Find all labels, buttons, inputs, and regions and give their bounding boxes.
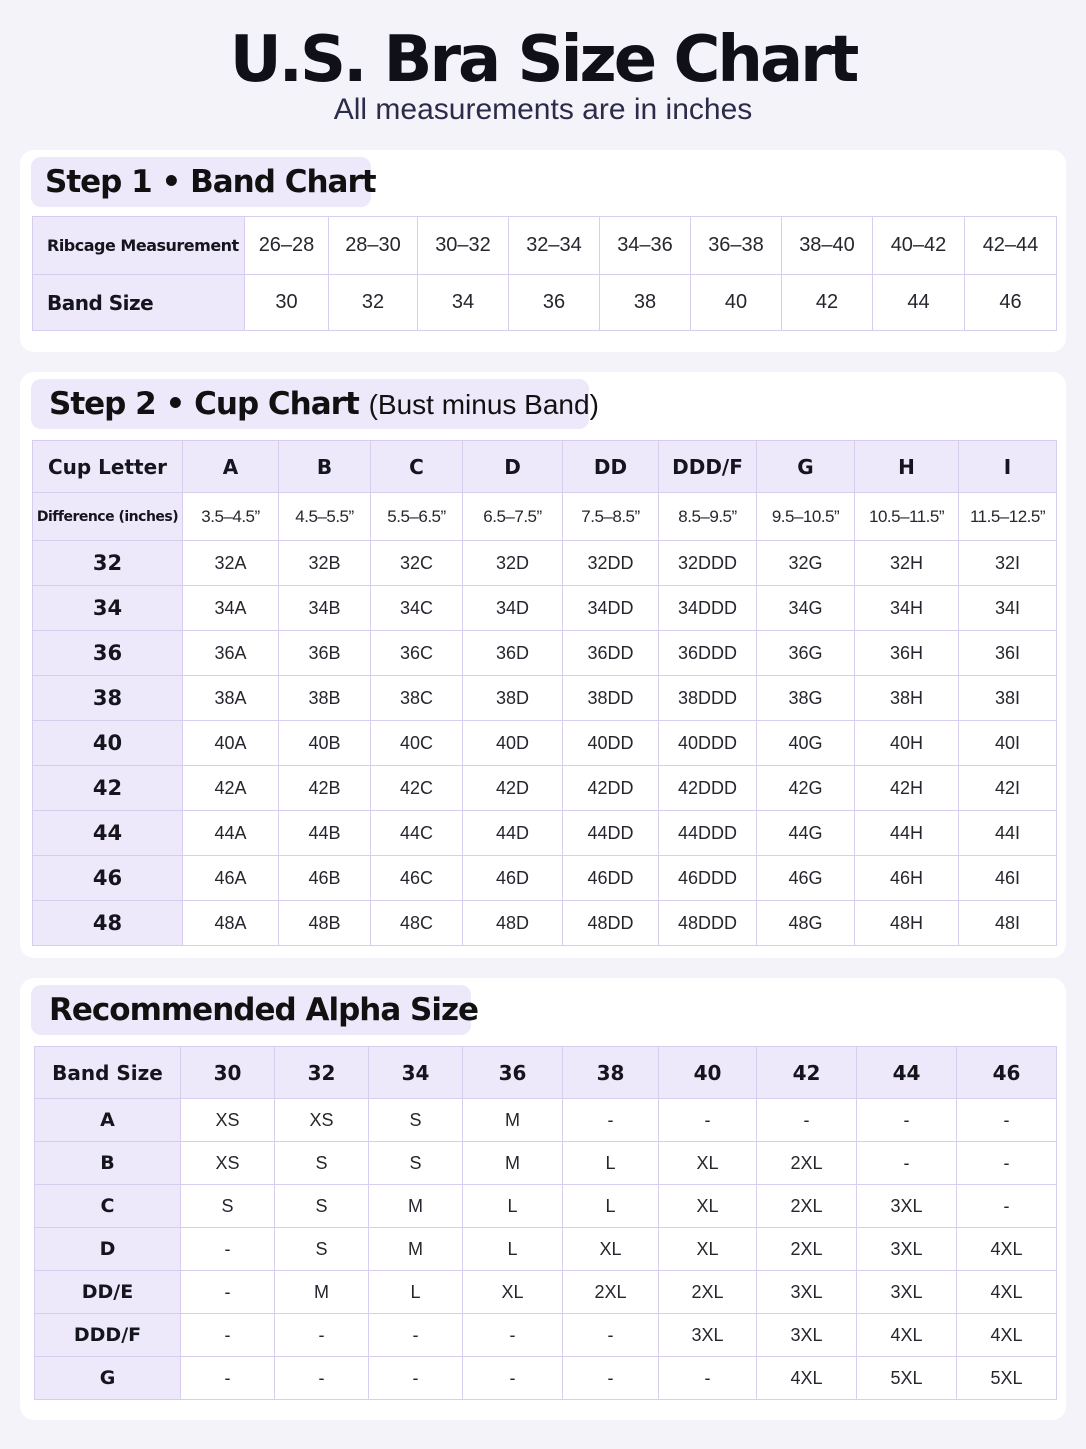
cup-size-cell: 34DDD — [659, 586, 757, 631]
alpha-size-cell: L — [369, 1271, 463, 1314]
cup-size-cell: 46I — [959, 856, 1057, 901]
cup-size-cell: 32I — [959, 541, 1057, 586]
alpha-size-cell: M — [463, 1142, 563, 1185]
alpha-size-cell: - — [563, 1314, 659, 1357]
cup-row-band-label: 40 — [33, 721, 183, 766]
alpha-size-cell: - — [563, 1357, 659, 1400]
cup-row-band-label: 42 — [33, 766, 183, 811]
cup-size-cell: 40G — [757, 721, 855, 766]
alpha-size-cell: XL — [659, 1142, 757, 1185]
alpha-size-cell: - — [369, 1314, 463, 1357]
alpha-size-cell: 3XL — [757, 1271, 857, 1314]
cup-size-cell: 42I — [959, 766, 1057, 811]
cup-size-cell: 38DD — [563, 676, 659, 721]
alpha-size-cell: M — [369, 1228, 463, 1271]
ribcage-cell: 30–32 — [418, 217, 509, 275]
cup-letter-header: D — [463, 441, 563, 493]
alpha-size-cell: - — [957, 1099, 1057, 1142]
cup-size-cell: 44DD — [563, 811, 659, 856]
alpha-row-cup-label: C — [35, 1185, 181, 1228]
alpha-size-cell: - — [181, 1314, 275, 1357]
alpha-size-cell: L — [463, 1185, 563, 1228]
cup-size-cell: 42A — [183, 766, 279, 811]
cup-chart-heading — [31, 379, 599, 429]
cup-size-cell: 44D — [463, 811, 563, 856]
alpha-size-cell: 2XL — [757, 1228, 857, 1271]
cup-size-cell: 48DDD — [659, 901, 757, 946]
cup-row-band-label: 38 — [33, 676, 183, 721]
alpha-chart-heading-text: Recommended Alpha Size — [49, 992, 479, 1028]
ribcage-cell: 42–44 — [965, 217, 1057, 275]
alpha-table-row — [35, 1271, 1057, 1314]
cup-letter-row — [33, 441, 1057, 493]
band-size-cell: 32 — [329, 275, 418, 331]
cup-row-band-label: 48 — [33, 901, 183, 946]
difference-row — [33, 493, 1057, 541]
band-size-row — [33, 275, 1057, 331]
cup-size-cell: 34G — [757, 586, 855, 631]
cup-size-cell: 32H — [855, 541, 959, 586]
alpha-size-cell: 3XL — [659, 1314, 757, 1357]
cup-size-cell: 48A — [183, 901, 279, 946]
difference-cell: 4.5–5.5” — [279, 493, 371, 541]
cup-size-cell: 38I — [959, 676, 1057, 721]
cup-row-band-label: 44 — [33, 811, 183, 856]
band-chart-heading — [31, 157, 376, 207]
cup-letter-header: C — [371, 441, 463, 493]
alpha-size-cell: - — [369, 1357, 463, 1400]
difference-cell: 7.5–8.5” — [563, 493, 659, 541]
cup-size-cell: 34B — [279, 586, 371, 631]
cup-size-cell: 44A — [183, 811, 279, 856]
cup-size-cell: 36C — [371, 631, 463, 676]
alpha-size-cell: L — [463, 1228, 563, 1271]
cup-size-cell: 36DDD — [659, 631, 757, 676]
cup-size-cell: 48D — [463, 901, 563, 946]
ribcage-label: Ribcage Measurement — [33, 217, 245, 275]
alpha-size-cell: L — [563, 1142, 659, 1185]
alpha-size-cell: - — [181, 1271, 275, 1314]
alpha-size-cell: 3XL — [857, 1185, 957, 1228]
alpha-size-cell: S — [369, 1142, 463, 1185]
alpha-size-cell: XS — [275, 1099, 369, 1142]
alpha-size-cell: - — [659, 1099, 757, 1142]
cup-size-cell: 48B — [279, 901, 371, 946]
cup-size-cell: 42B — [279, 766, 371, 811]
alpha-size-cell: M — [463, 1099, 563, 1142]
alpha-size-cell: XL — [659, 1228, 757, 1271]
alpha-size-cell: XS — [181, 1099, 275, 1142]
cup-size-cell: 38H — [855, 676, 959, 721]
alpha-size-cell: 2XL — [563, 1271, 659, 1314]
cup-size-cell: 38G — [757, 676, 855, 721]
alpha-size-cell: XS — [181, 1142, 275, 1185]
difference-cell: 6.5–7.5” — [463, 493, 563, 541]
cup-size-cell: 44DDD — [659, 811, 757, 856]
alpha-table-row — [35, 1185, 1057, 1228]
alpha-size-cell: 3XL — [757, 1314, 857, 1357]
alpha-chart-panel — [20, 978, 1066, 1420]
cup-size-cell: 36A — [183, 631, 279, 676]
alpha-size-cell: M — [275, 1271, 369, 1314]
cup-size-cell: 48I — [959, 901, 1057, 946]
alpha-row-cup-label: G — [35, 1357, 181, 1400]
cup-size-cell: 32DDD — [659, 541, 757, 586]
cup-size-cell: 42DD — [563, 766, 659, 811]
alpha-size-cell: M — [369, 1185, 463, 1228]
band-size-label: Band Size — [33, 275, 245, 331]
alpha-size-cell: S — [275, 1142, 369, 1185]
band-size-cell: 46 — [965, 275, 1057, 331]
band-table — [32, 216, 1057, 331]
alpha-size-cell: 5XL — [957, 1357, 1057, 1400]
alpha-band-header: 44 — [857, 1047, 957, 1099]
cup-size-cell: 44G — [757, 811, 855, 856]
alpha-size-cell: - — [275, 1314, 369, 1357]
ribcage-cell: 40–42 — [873, 217, 965, 275]
cup-row-band-label: 46 — [33, 856, 183, 901]
cup-letter-label: Cup Letter — [33, 441, 183, 493]
alpha-size-cell: S — [275, 1185, 369, 1228]
alpha-size-cell: - — [757, 1099, 857, 1142]
cup-size-cell: 40B — [279, 721, 371, 766]
difference-label: Difference (inches) — [33, 493, 183, 541]
cup-size-cell: 46B — [279, 856, 371, 901]
cup-table — [32, 440, 1057, 946]
cup-letter-header: A — [183, 441, 279, 493]
difference-cell: 11.5–12.5” — [959, 493, 1057, 541]
alpha-size-cell: - — [563, 1099, 659, 1142]
cup-size-cell: 46A — [183, 856, 279, 901]
cup-size-cell: 46C — [371, 856, 463, 901]
cup-size-cell: 36D — [463, 631, 563, 676]
band-size-cell: 30 — [245, 275, 329, 331]
ribcage-cell: 28–30 — [329, 217, 418, 275]
difference-cell: 3.5–4.5” — [183, 493, 279, 541]
cup-size-cell: 48C — [371, 901, 463, 946]
cup-size-cell: 46DD — [563, 856, 659, 901]
band-chart-panel — [20, 150, 1066, 352]
cup-size-cell: 44B — [279, 811, 371, 856]
difference-cell: 10.5–11.5” — [855, 493, 959, 541]
alpha-band-header: 40 — [659, 1047, 757, 1099]
ribcage-cell: 38–40 — [782, 217, 873, 275]
cup-table-row — [33, 721, 1057, 766]
cup-table-row — [33, 586, 1057, 631]
cup-table-row — [33, 766, 1057, 811]
ribcage-cell: 32–34 — [509, 217, 600, 275]
alpha-size-cell: 3XL — [857, 1271, 957, 1314]
alpha-band-header: 30 — [181, 1047, 275, 1099]
alpha-chart-heading — [31, 985, 479, 1035]
alpha-row-cup-label: A — [35, 1099, 181, 1142]
cup-size-cell: 42D — [463, 766, 563, 811]
alpha-size-cell: 4XL — [757, 1357, 857, 1400]
cup-table-row — [33, 856, 1057, 901]
cup-size-cell: 40DD — [563, 721, 659, 766]
alpha-row-cup-label: B — [35, 1142, 181, 1185]
alpha-size-cell: 5XL — [857, 1357, 957, 1400]
cup-size-cell: 46H — [855, 856, 959, 901]
cup-table-row — [33, 811, 1057, 856]
band-size-cell: 34 — [418, 275, 509, 331]
cup-size-cell: 40D — [463, 721, 563, 766]
cup-size-cell: 32D — [463, 541, 563, 586]
alpha-size-cell: - — [957, 1185, 1057, 1228]
cup-row-band-label: 32 — [33, 541, 183, 586]
cup-size-cell: 32A — [183, 541, 279, 586]
alpha-size-cell: 4XL — [857, 1314, 957, 1357]
alpha-size-cell: - — [463, 1357, 563, 1400]
band-size-cell: 40 — [691, 275, 782, 331]
alpha-size-cell: XL — [463, 1271, 563, 1314]
ribcage-cell: 36–38 — [691, 217, 782, 275]
alpha-table-row — [35, 1228, 1057, 1271]
alpha-row-cup-label: D — [35, 1228, 181, 1271]
alpha-size-cell: - — [275, 1357, 369, 1400]
cup-size-cell: 38D — [463, 676, 563, 721]
cup-size-cell: 40C — [371, 721, 463, 766]
ribcage-cell: 26–28 — [245, 217, 329, 275]
band-chart-heading-text: Step 1 • Band Chart — [45, 164, 376, 200]
alpha-size-cell: - — [181, 1228, 275, 1271]
alpha-size-cell: - — [857, 1142, 957, 1185]
alpha-size-cell: S — [275, 1228, 369, 1271]
alpha-size-cell: L — [563, 1185, 659, 1228]
cup-size-cell: 36B — [279, 631, 371, 676]
alpha-size-cell: - — [659, 1357, 757, 1400]
cup-size-cell: 42H — [855, 766, 959, 811]
cup-table-row — [33, 676, 1057, 721]
cup-size-cell: 32B — [279, 541, 371, 586]
cup-size-cell: 46G — [757, 856, 855, 901]
cup-chart-heading-note: (Bust minus Band) — [368, 389, 599, 420]
cup-size-cell: 48H — [855, 901, 959, 946]
difference-cell: 9.5–10.5” — [757, 493, 855, 541]
cup-letter-header: DDD/F — [659, 441, 757, 493]
alpha-size-cell: 4XL — [957, 1228, 1057, 1271]
cup-size-cell: 38DDD — [659, 676, 757, 721]
cup-size-cell: 40DDD — [659, 721, 757, 766]
cup-size-cell: 40I — [959, 721, 1057, 766]
alpha-size-cell: XL — [563, 1228, 659, 1271]
cup-letter-header: H — [855, 441, 959, 493]
cup-chart-panel — [20, 372, 1066, 958]
alpha-band-header: 42 — [757, 1047, 857, 1099]
alpha-table-row — [35, 1314, 1057, 1357]
cup-chart-heading-text: Step 2 • Cup Chart — [49, 386, 359, 422]
ribcage-cell: 34–36 — [600, 217, 691, 275]
cup-size-cell: 34I — [959, 586, 1057, 631]
cup-size-cell: 34DD — [563, 586, 659, 631]
alpha-table-row — [35, 1142, 1057, 1185]
alpha-size-cell: - — [857, 1099, 957, 1142]
alpha-size-cell: 4XL — [957, 1314, 1057, 1357]
alpha-band-header: 34 — [369, 1047, 463, 1099]
cup-size-cell: 38B — [279, 676, 371, 721]
alpha-size-cell: - — [463, 1314, 563, 1357]
alpha-band-header: 46 — [957, 1047, 1057, 1099]
alpha-size-cell: - — [181, 1357, 275, 1400]
alpha-band-label: Band Size — [35, 1047, 181, 1099]
cup-size-cell: 46D — [463, 856, 563, 901]
cup-size-cell: 34D — [463, 586, 563, 631]
cup-size-cell: 36DD — [563, 631, 659, 676]
cup-size-cell: 32C — [371, 541, 463, 586]
ribcage-row — [33, 217, 1057, 275]
cup-table-row — [33, 541, 1057, 586]
cup-row-band-label: 34 — [33, 586, 183, 631]
cup-size-cell: 32DD — [563, 541, 659, 586]
cup-size-cell: 40H — [855, 721, 959, 766]
alpha-row-cup-label: DD/E — [35, 1271, 181, 1314]
alpha-size-cell: S — [369, 1099, 463, 1142]
cup-size-cell: 38A — [183, 676, 279, 721]
alpha-table-row — [35, 1357, 1057, 1400]
alpha-band-header: 32 — [275, 1047, 369, 1099]
alpha-table-row — [35, 1099, 1057, 1142]
alpha-size-cell: S — [181, 1185, 275, 1228]
cup-size-cell: 48DD — [563, 901, 659, 946]
band-size-cell: 44 — [873, 275, 965, 331]
cup-size-cell: 44I — [959, 811, 1057, 856]
cup-size-cell: 32G — [757, 541, 855, 586]
cup-size-cell: 46DDD — [659, 856, 757, 901]
cup-size-cell: 36G — [757, 631, 855, 676]
alpha-table — [34, 1046, 1057, 1400]
alpha-size-cell: 3XL — [857, 1228, 957, 1271]
cup-table-row — [33, 901, 1057, 946]
page-title: U.S. Bra Size Chart — [229, 23, 857, 97]
band-size-cell: 38 — [600, 275, 691, 331]
cup-size-cell: 42C — [371, 766, 463, 811]
page-subtitle: All measurements are in inches — [333, 93, 753, 126]
cup-size-cell: 42DDD — [659, 766, 757, 811]
cup-letter-header: I — [959, 441, 1057, 493]
alpha-size-cell: 2XL — [757, 1142, 857, 1185]
difference-cell: 8.5–9.5” — [659, 493, 757, 541]
alpha-size-cell: 2XL — [659, 1271, 757, 1314]
alpha-row-cup-label: DDD/F — [35, 1314, 181, 1357]
cup-letter-header: DD — [563, 441, 659, 493]
cup-size-cell: 42G — [757, 766, 855, 811]
cup-size-cell: 48G — [757, 901, 855, 946]
difference-cell: 5.5–6.5” — [371, 493, 463, 541]
cup-letter-header: B — [279, 441, 371, 493]
alpha-size-cell: 4XL — [957, 1271, 1057, 1314]
alpha-band-row — [35, 1047, 1057, 1099]
cup-table-row — [33, 631, 1057, 676]
alpha-band-header: 36 — [463, 1047, 563, 1099]
cup-size-cell: 34H — [855, 586, 959, 631]
cup-size-cell: 44H — [855, 811, 959, 856]
cup-size-cell: 36I — [959, 631, 1057, 676]
alpha-size-cell: XL — [659, 1185, 757, 1228]
cup-letter-header: G — [757, 441, 855, 493]
cup-row-band-label: 36 — [33, 631, 183, 676]
cup-size-cell: 34C — [371, 586, 463, 631]
alpha-size-cell: 2XL — [757, 1185, 857, 1228]
cup-size-cell: 38C — [371, 676, 463, 721]
alpha-size-cell: - — [957, 1142, 1057, 1185]
cup-size-cell: 44C — [371, 811, 463, 856]
cup-size-cell: 34A — [183, 586, 279, 631]
alpha-band-header: 38 — [563, 1047, 659, 1099]
cup-size-cell: 40A — [183, 721, 279, 766]
band-size-cell: 36 — [509, 275, 600, 331]
band-size-cell: 42 — [782, 275, 873, 331]
cup-size-cell: 36H — [855, 631, 959, 676]
